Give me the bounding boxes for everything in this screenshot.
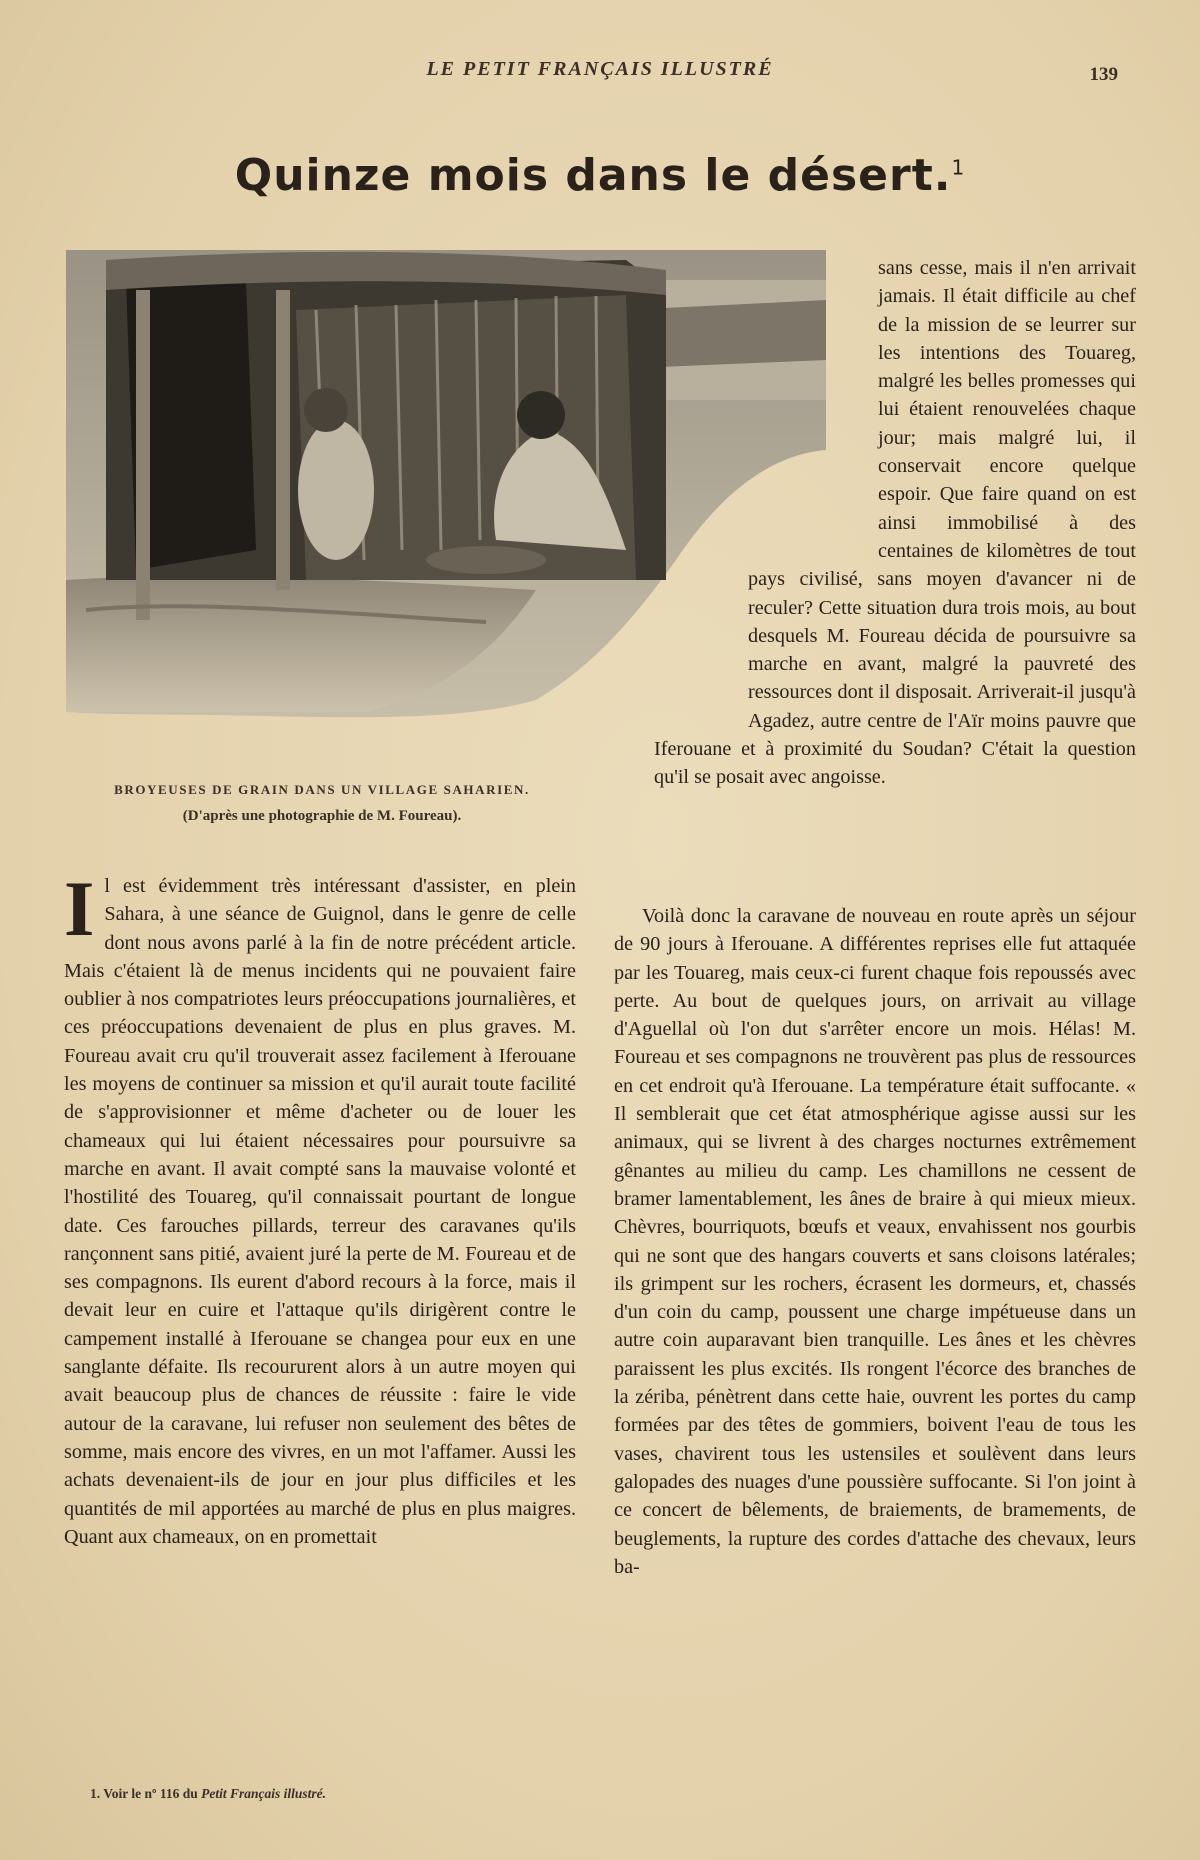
right-column-top: [614, 254, 1136, 877]
text-wrap-spacer: [614, 707, 654, 877]
article-title: [0, 150, 1200, 201]
caption-title: BROYEUSES DE GRAIN DANS UN VILLAGE SAHARIEN.: [114, 782, 530, 797]
caption-credit: (D'après une photographie de M. Foureau).: [182, 808, 462, 824]
figure-caption: [66, 782, 578, 825]
footnote-text: 1. Voir le nº 116 du: [90, 1786, 198, 1801]
right-column-main-text: Voilà donc la caravane de nouveau en route après un séjour de 90 jours à Iferouane. A différentes reprises elle fut attaquée par les Touareg, mais ceux-ci furent chaque fois repoussés avec perte. Au bout de quelques jours, on arrivait au village d'Aguellal où l'on dut s'arrêter encore un mois. Hélas! M. Foureau et ses compagnons ne trouvèrent pas plus de ressources en cet endroit qu'à Iferouane. La température était suffocante. « Il semblerait que cet état atmosphérique agisse aussi sur les animaux, qui se livrent à des charges nocturnes extrêmement gênantes au milieu du camp. Les chamillons ne cessent de bramer lamentablement, les ânes de braire à qui mieux mieux. Chèvres, bourriquots, bœufs et veaux, envahissent nos gourbis qui ne sont que des hangars couverts et sans cloisons latérales; ils grimpent sur les rochers, écrasent les dormeurs, et, chassés d'un coin du camp, poussent une charge impétueuse dans un autre coin auparavant bien tranquille. Les ânes et les chèvres paraissent les plus excités. Ils rongent l'écorce des branches de la zériba, pénètrent dans cette haie, ouvrent les portes du camp formées par des têtes de gommiers, boivent l'eau de tous les vases, chavirent tous les ustensiles et soulèvent dans leurs galopades des nuages d'une poussière suffocante. Si l'on joint à ce concert de bêlements, de braiements, de bramements, de beuglements, la rupture des cordes d'attache des chevaux, leurs ba-: [614, 905, 1136, 1578]
right-column-main: [614, 902, 1136, 1581]
page-number: 139: [1089, 64, 1118, 85]
left-column: [64, 865, 576, 1551]
article-title-text: Quinze mois dans le désert.: [234, 150, 952, 201]
drop-cap: I: [64, 865, 95, 952]
text-wrap-spacer: [614, 254, 878, 537]
footnote-source: Petit Français illustré.: [201, 1786, 327, 1801]
left-column-text: l est évidemment très intéressant d'assister, en plein Sahara, à une séance de Guignol, dans le genre de celle dont nous avons parlé à la fin de notre précédent article. Mais c'étaient là de menus incidents qui ne pouvaient faire oublier à nos compatriotes leurs préoccupations journalières, et ces préoccupations devenaient de plus en plus graves. M. Foureau avait cru qu'il trouverait assez facilement à Iferouane les moyens de continuer sa mission et qu'il aurait toute facilité de s'approvisionner et même d'acheter ou de louer les chameaux qui lui étaient nécessaires pour poursuivre sa marche en avant. Il avait compté sans la mauvaise volonté et l'hostilité des Touareg, qu'il connaissait pourtant de longue date. Ces farouches pillards, terreur des caravanes qu'ils rançonnent sans pitié, avaient juré la perte de M. Foureau et de ses compagnons. Ils eurent d'abord recours à la force, mais il devait leur en cuire et l'attaque qu'ils dirigèrent contre le campement installé à Iferouane se changea pour eux en une sanglante défaite. Ils recoururent alors à un autre moyen qui avait beaucoup plus de chances de réussite : faire le vide autour de la caravane, lui refuser non seulement des bêtes de somme, mais encore des vivres, en un mot l'affamer. Aussi les achats devenaient-ils de jour en jour plus difficiles et les quantités de mil apportées au marché de plus en plus maigres. Quant aux chameaux, on en promettait: [64, 875, 576, 1548]
footnote: [90, 1786, 326, 1802]
right-column-top-text: sans cesse, mais il n'en arrivait jamais. Il était difficile au chef de la mission de se leurrer sur les intentions des Touareg, malgré les belles promesses qui lui étaient renouvelées chaque jour; mais malgré lui, il conservait encore quelque espoir. Que faire quand on est ainsi immobilisé à des centaines de kilomètres de tout pays civilisé, sans moyen d'avancer ni de reculer? Cette situation dura trois mois, au bout desquels M. Foureau décida de poursuivre sa marche en avant, malgré la pauvreté des ressources dont il disposait. Arriverait-il jusqu'à Agadez, autre centre de l'Aïr moins pauvre que Iferouane et à proximité du Soudan? C'était la question qu'il se posait avec angoisse.: [654, 257, 1136, 789]
running-header: LE PETIT FRANÇAIS ILLUSTRÉ: [426, 58, 774, 80]
text-wrap-spacer: [614, 537, 748, 707]
footnote-marker: 1: [951, 155, 966, 180]
